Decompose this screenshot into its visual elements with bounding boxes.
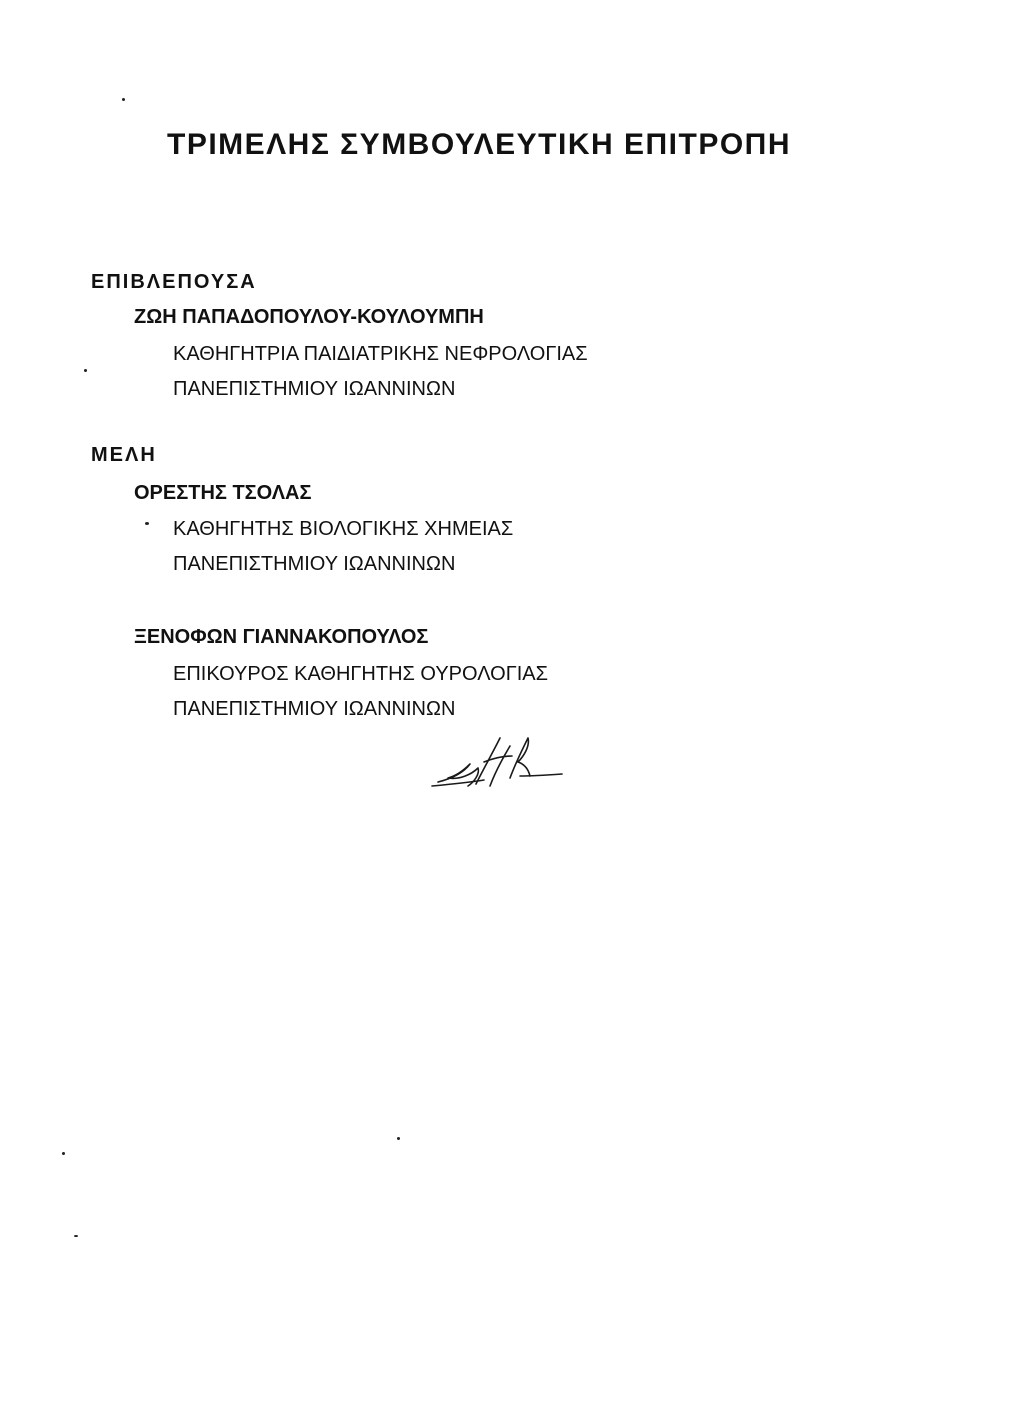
scan-speck (62, 1152, 65, 1155)
supervisor-position: ΚΑΘΗΓΗΤΡΙΑ ΠΑΙΔΙΑΤΡΙΚΗΣ ΝΕΦΡΟΛΟΓΙΑΣ (173, 343, 588, 365)
scan-speck (74, 1235, 78, 1237)
scan-speck (122, 98, 125, 101)
scan-speck (84, 369, 87, 372)
page-title: ΤΡΙΜΕΛΗΣ ΣΥΜΒΟΥΛΕΥΤΙΚΗ ΕΠΙΤΡΟΠΗ (167, 128, 791, 161)
supervisor-label: ΕΠΙΒΛΕΠΟΥΣΑ (91, 271, 257, 293)
scan-speck (145, 522, 149, 525)
member-2-position: ΕΠΙΚΟΥΡΟΣ ΚΑΘΗΓΗΤΗΣ ΟΥΡΟΛΟΓΙΑΣ (173, 663, 548, 685)
supervisor-name: ΖΩΗ ΠΑΠΑΔΟΠΟΥΛΟΥ-ΚΟΥΛΟΥΜΠΗ (134, 306, 484, 328)
signature-image (424, 728, 564, 796)
members-label: ΜΕΛΗ (91, 444, 157, 466)
member-1-institution: ΠΑΝΕΠΙΣΤΗΜΙΟΥ ΙΩΑΝΝΙΝΩΝ (173, 553, 456, 575)
member-2-institution: ΠΑΝΕΠΙΣΤΗΜΙΟΥ ΙΩΑΝΝΙΝΩΝ (173, 698, 456, 720)
member-1-position: ΚΑΘΗΓΗΤΗΣ ΒΙΟΛΟΓΙΚΗΣ ΧΗΜΕΙΑΣ (173, 518, 514, 540)
scan-speck (397, 1137, 400, 1140)
member-2-name: ΞΕΝΟΦΩΝ ΓΙΑΝΝΑΚΟΠΟΥΛΟΣ (134, 626, 429, 648)
supervisor-institution: ΠΑΝΕΠΙΣΤΗΜΙΟΥ ΙΩΑΝΝΙΝΩΝ (173, 378, 456, 400)
member-1-name: ΟΡΕΣΤΗΣ ΤΣΟΛΑΣ (134, 482, 312, 504)
